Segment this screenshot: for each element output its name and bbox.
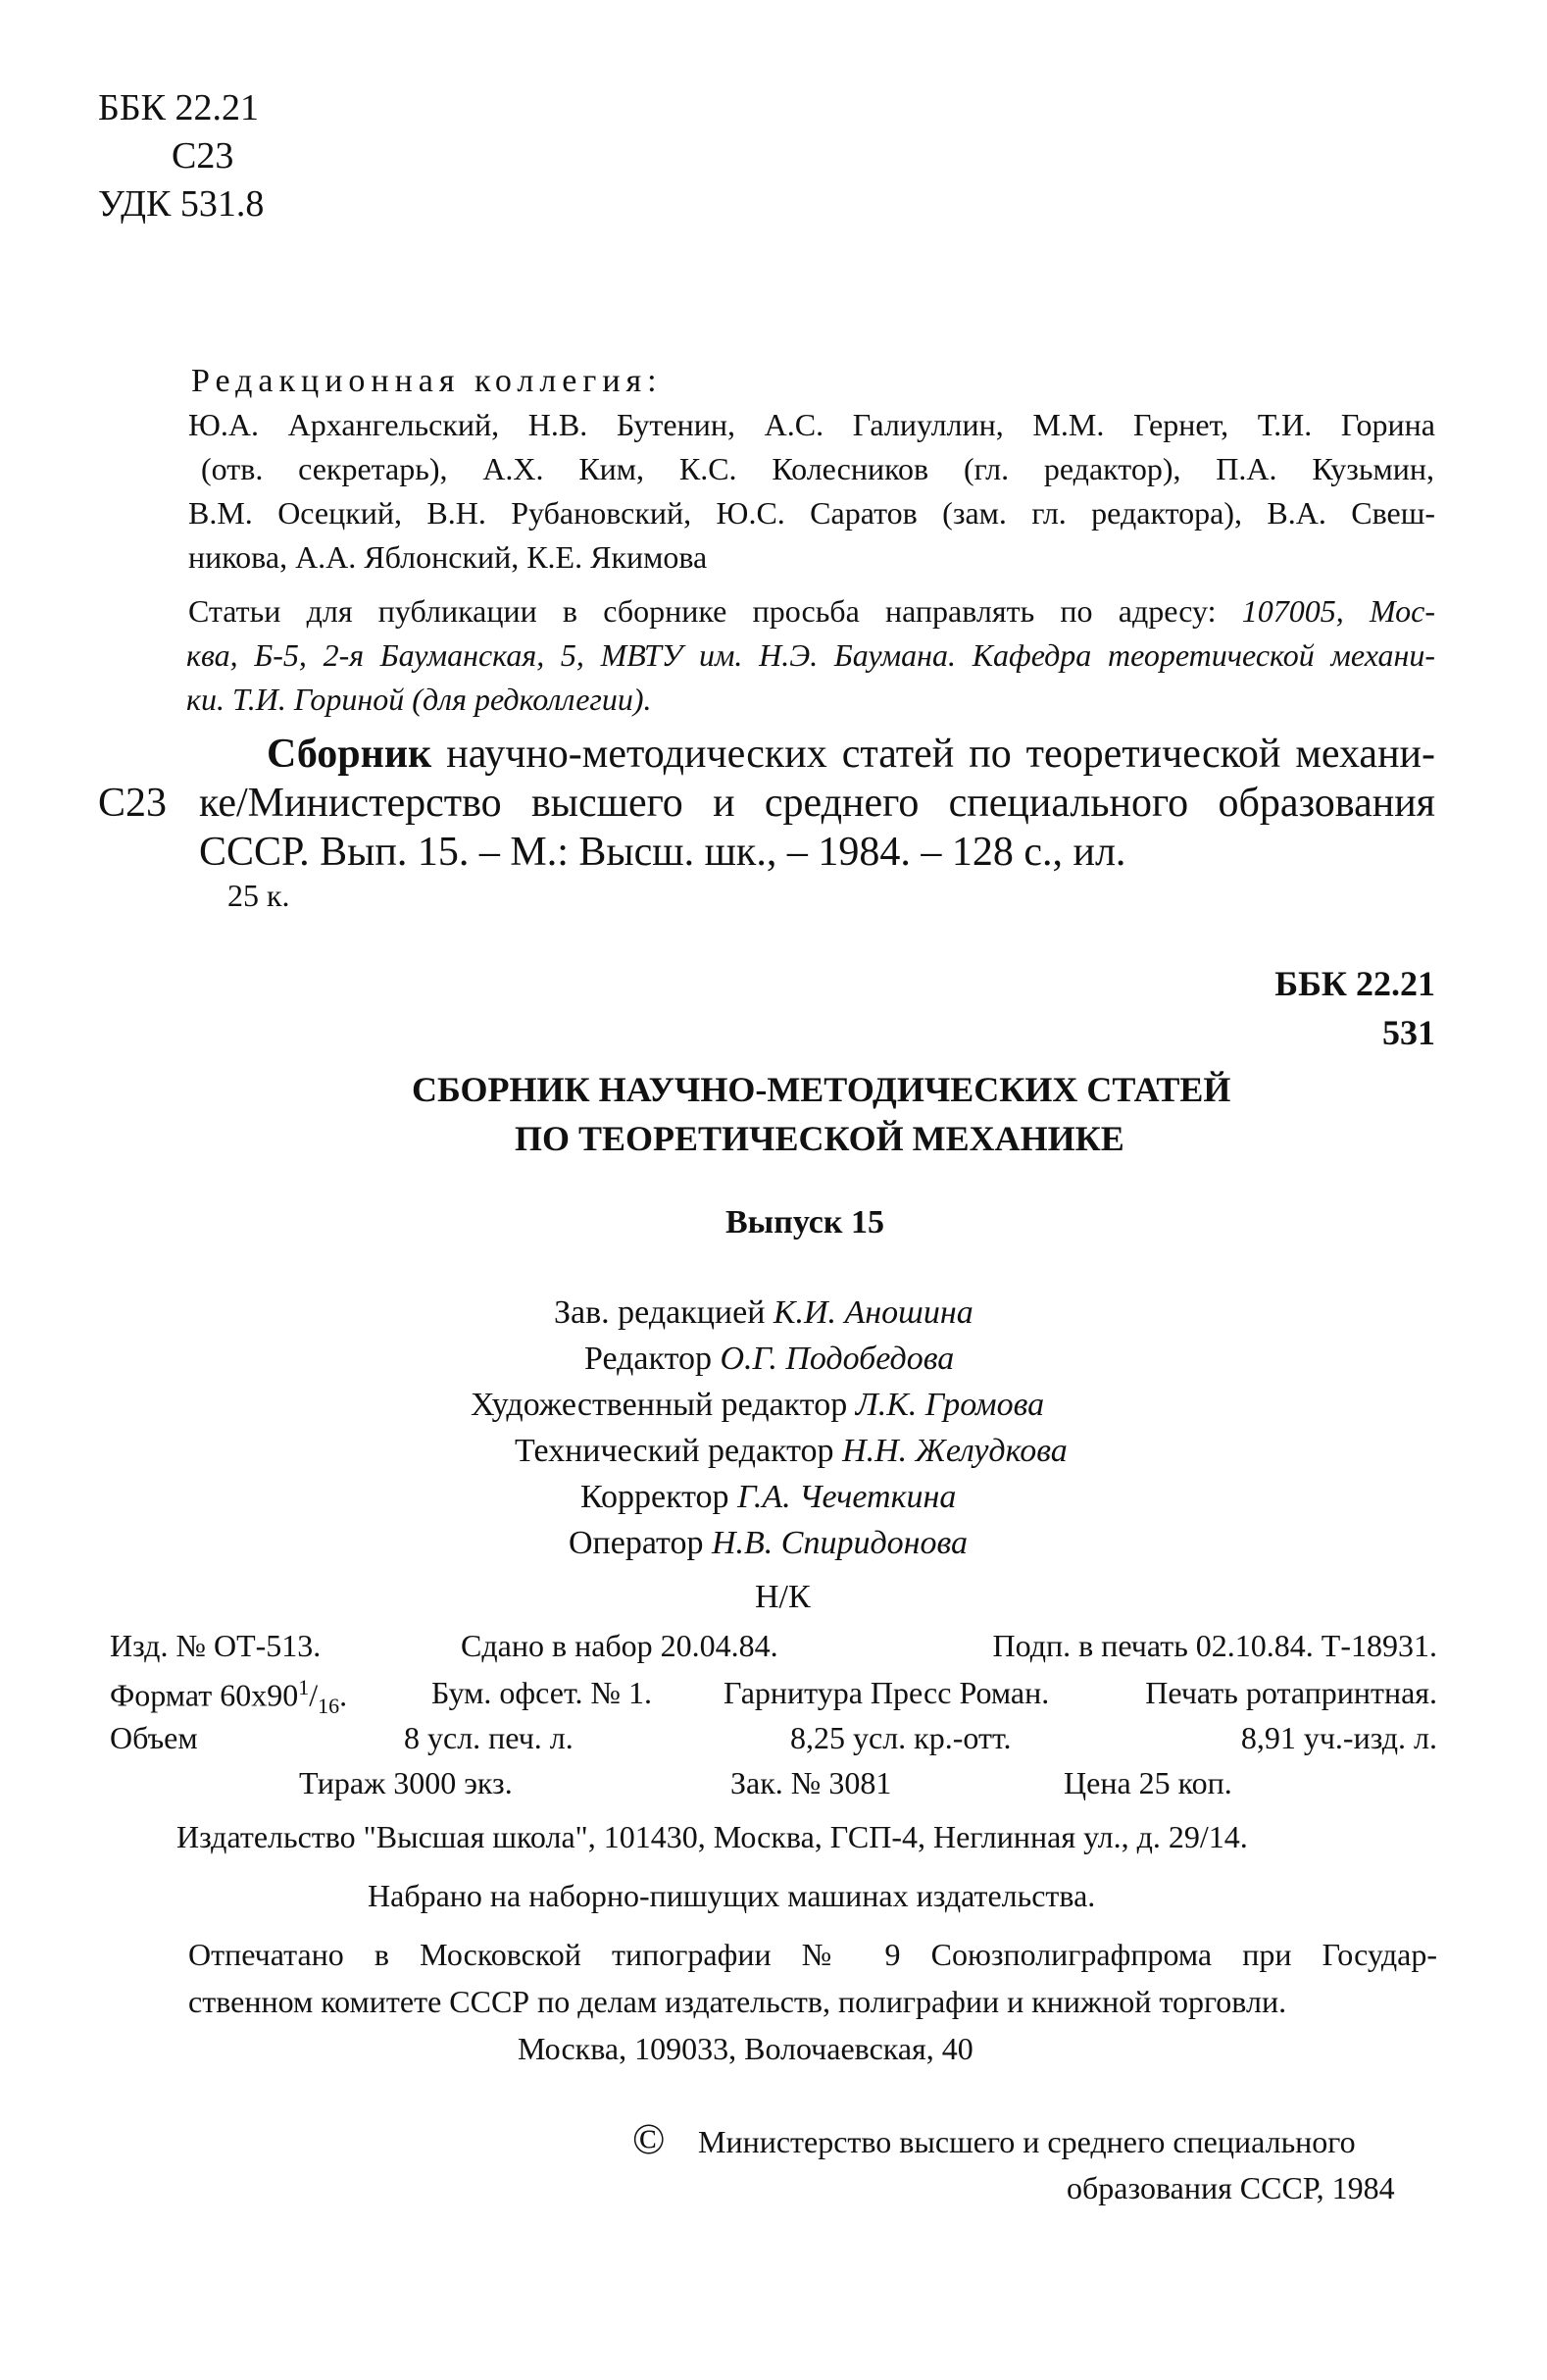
credit-role: Технический редактор	[515, 1433, 834, 1469]
copyright-line: образования СССР, 1984	[1067, 2170, 1395, 2205]
printed-line: Отпечатано в Московской типографии № 9 Союзполиграфпрома при Государ-	[188, 1937, 1437, 1972]
credit-name: Н.Н. Желудкова	[842, 1433, 1068, 1469]
editorial-board-line: (отв. секретарь), А.Х. Ким, К.С. Колесников (гл. редактор), П.А. Кузьмин,	[201, 451, 1434, 486]
catalog-title-word: Сборник	[267, 732, 432, 777]
credit-name: К.И. Аношина	[773, 1294, 973, 1331]
nk-mark: Н/К	[755, 1579, 811, 1615]
imprint-uch-izd: 8,91 уч.-изд. л.	[1240, 1720, 1437, 1755]
catalog-code: С23	[98, 781, 168, 826]
copyright-line: Министерство высшего и среднего специального	[698, 2124, 1356, 2159]
imprint-pechat: Печать ротапринтная.	[1145, 1675, 1437, 1710]
credit-name: О.Г. Подобедова	[720, 1341, 955, 1377]
catalog-line-text: научно-методических статей по теоретической механи-	[446, 732, 1436, 777]
catalog-entry-line	[267, 731, 1435, 778]
format-label: Формат 60х90	[110, 1677, 299, 1713]
copyright-icon: ©	[632, 2115, 666, 2163]
catalog-entry-line: СССР. Вып. 15. – М.: Высш. шк., – 1984. – 128 с., ил.	[199, 830, 1126, 875]
credit-role: Корректор	[580, 1479, 729, 1515]
submission-note-line	[188, 593, 1435, 630]
submission-note-text: Статьи для публикации в сборнике просьба направлять по адресу:	[188, 593, 1217, 629]
imprint-bum: Бум. офсет. № 1.	[431, 1675, 653, 1710]
submission-note-address: 107005, Мос-	[1241, 593, 1436, 629]
book-title: СБОРНИК НАУЧНО-МЕТОДИЧЕСКИХ СТАТЕЙ	[412, 1070, 1231, 1109]
imprint-izd-no: Изд. № ОТ-513.	[110, 1628, 322, 1663]
imprint-sdano: Сдано в набор 20.04.84.	[461, 1628, 778, 1663]
editorial-board-line: В.М. Осецкий, В.Н. Рубановский, Ю.С. Саратов (зам. гл. редактора), В.А. Свеш-	[188, 495, 1435, 531]
imprint-garnitura: Гарнитура Пресс Роман.	[724, 1675, 1050, 1710]
editorial-board-heading: Редакционная коллегия:	[191, 363, 663, 399]
publisher-line: Издательство "Высшая школа", 101430, Москва, ГСП-4, Неглинная ул., д. 29/14.	[176, 1819, 1248, 1854]
editorial-board-line: никова, А.А. Яблонский, К.Е. Якимова	[188, 539, 708, 575]
credit-role: Художественный редактор	[471, 1387, 848, 1423]
submission-note-line: ки. Т.И. Гориной (для редколлегии).	[186, 682, 652, 717]
credit-name: Г.А. Чечеткина	[737, 1479, 957, 1515]
credit-line	[569, 1525, 968, 1562]
format-end: .	[339, 1677, 348, 1713]
credit-role: Оператор	[569, 1525, 704, 1561]
printed-line: ственном комитете СССР по делам издательств, полиграфии и книжной торговли.	[188, 1984, 1287, 2019]
credit-line	[580, 1479, 956, 1516]
imprint-tirazh: Тираж 3000 экз.	[299, 1765, 513, 1800]
imprint-obem: Объем	[110, 1720, 198, 1755]
format-sup: 1	[298, 1675, 310, 1699]
udk-code: УДК 531.8	[98, 183, 265, 225]
submission-note-line: ква, Б-5, 2-я Бауманская, 5, МВТУ им. Н.Э. Баумана. Кафедра теоретической механи-	[186, 637, 1435, 673]
typeset-line: Набрано на наборно-пишущих машинах издательства.	[368, 1878, 1096, 1913]
imprint-format: Формат $60х90^1/_{16}$.	[110, 1675, 348, 1719]
credit-role: Зав. редакцией	[554, 1294, 766, 1331]
library-code: С23	[172, 135, 234, 177]
book-title-line2: ПО ТЕОРЕТИЧЕСКОЙ МЕХАНИКЕ	[515, 1119, 1124, 1158]
imprint-cena: Цена 25 коп.	[1064, 1765, 1232, 1800]
imprint-zak: Зак. № 3081	[730, 1765, 892, 1800]
issue-number: Выпуск 15	[725, 1204, 884, 1241]
credit-name: Л.К. Громова	[855, 1387, 1045, 1423]
editorial-board-line: Ю.А. Архангельский, Н.В. Бутенин, А.С. Галиуллин, М.М. Гернет, Т.И. Горина	[188, 407, 1435, 442]
credit-name: Н.В. Спиридонова	[711, 1525, 969, 1561]
catalog-entry-line: ке/Министерство высшего и среднего специального образования	[199, 781, 1435, 826]
imprint-usl-pech: 8 усл. печ. л.	[404, 1720, 574, 1755]
bbk-right-sub: 531	[1382, 1013, 1435, 1052]
credit-line	[554, 1294, 973, 1332]
credit-line	[584, 1341, 954, 1378]
bbk-code: ББК 22.21	[98, 87, 259, 128]
catalog-price: 25 к.	[227, 878, 290, 913]
credit-role: Редактор	[584, 1341, 712, 1377]
credit-line	[515, 1433, 1068, 1470]
imprint-usl-kr: 8,25 усл. кр.-отт.	[790, 1720, 1012, 1755]
credit-line	[471, 1387, 1044, 1424]
printed-line: Москва, 109033, Волочаевская, 40	[518, 2031, 973, 2066]
imprint-podp: Подп. в печать 02.10.84. Т-18931.	[992, 1628, 1437, 1663]
bbk-right: ББК 22.21	[1274, 964, 1435, 1003]
format-sub: 16	[318, 1694, 340, 1719]
